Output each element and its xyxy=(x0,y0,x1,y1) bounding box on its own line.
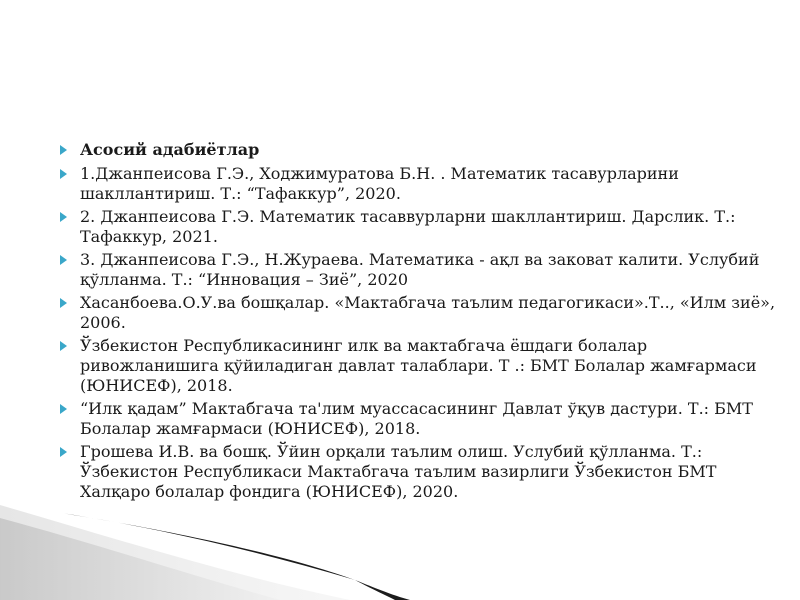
list-item-heading xyxy=(60,140,780,160)
triangle-bullet-icon xyxy=(60,298,67,308)
list-item-text: 2. Джанпеисова Г.Э. Математик тасаввурларни шакллантириш. Дарслик. Т.: Тафаккур, 2021. xyxy=(80,207,736,246)
list-item xyxy=(60,293,780,333)
triangle-bullet-icon xyxy=(60,145,67,155)
triangle-bullet-icon xyxy=(60,255,67,265)
triangle-bullet-icon xyxy=(60,341,67,351)
triangle-bullet-icon xyxy=(60,212,67,222)
triangle-bullet-icon xyxy=(60,447,67,457)
list-item-text: Грошева И.В. ва бошқ. Ўйин орқали таълим олиш. Услубий қўлланма. Т.: Ўзбекистон Республикаси Мактабгача таълим вазирлиги Ўзбекистон БМТ Халқаро болалар фондига (ЮНИСЕФ), 2020. xyxy=(80,442,717,501)
list-item-text: Ўзбекистон Республикасининг илк ва мактабгача ёшдаги болалар ривожланишига қўйиладиган давлат талаблари. Т .: БМТ Болалар жамғармаси (ЮНИСЕФ), 2018. xyxy=(80,336,757,395)
list-heading-text: Асосий адабиётлар xyxy=(80,140,260,159)
list-item xyxy=(60,164,780,204)
list-item-text: 1.Джанпеисова Г.Э., Ходжимуратова Б.Н. . Математик тасавурларини шакллантириш. Т.: “Тафаккур”, 2020. xyxy=(80,164,679,203)
triangle-bullet-icon xyxy=(60,169,67,179)
bibliography-list xyxy=(60,140,780,505)
list-item xyxy=(60,399,780,439)
list-item xyxy=(60,250,780,290)
list-item-text: “Илк қадам” Мактабгача та'лим муассасасининг Давлат ўқув дастури. Т.: БМТ Болалар жамғармаси (ЮНИСЕФ), 2018. xyxy=(80,399,753,438)
list-item xyxy=(60,336,780,396)
list-item xyxy=(60,442,780,502)
list-item-text: Хасанбоева.О.У.ва бошқалар. «Мактабгача таълим педагогикаси».Т.., «Илм зиё», 2006. xyxy=(80,293,776,332)
list-item-text: 3. Джанпеисова Г.Э., Н.Жураева. Математика - ақл ва заковат калити. Услубий қўлланма. Т.: “Инновация – Зиё”, 2020 xyxy=(80,250,760,289)
triangle-bullet-icon xyxy=(60,404,67,414)
list-item xyxy=(60,207,780,247)
swoosh-dark-tail xyxy=(355,580,410,600)
